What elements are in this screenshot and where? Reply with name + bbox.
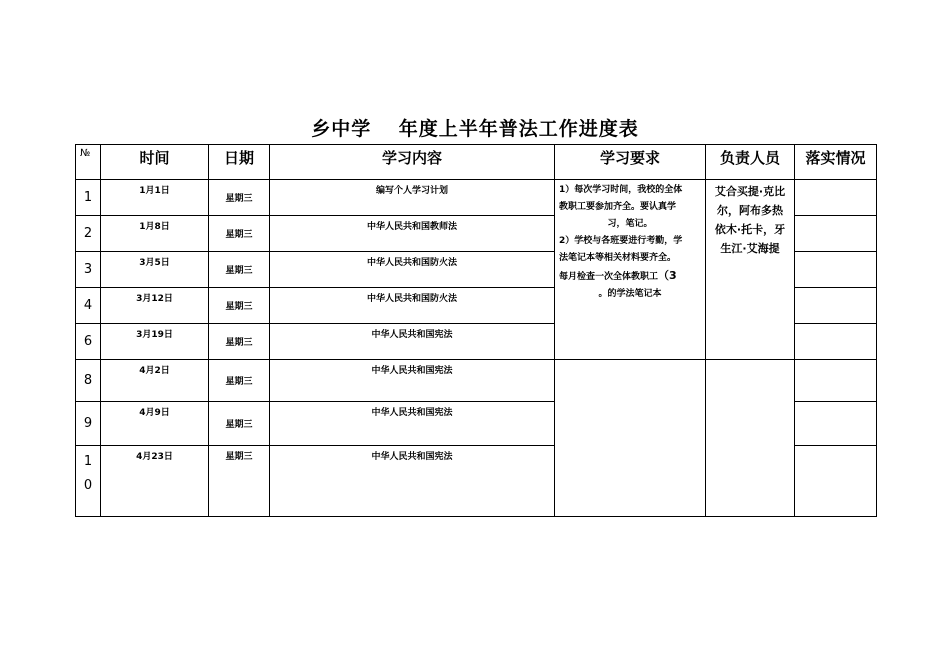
status-cell (795, 216, 877, 252)
header-time: 时间 (101, 145, 209, 180)
row-day: 星期三 (209, 180, 270, 216)
header-content: 学习内容 (270, 145, 555, 180)
row-number: 3 (76, 252, 101, 288)
status-cell (795, 180, 877, 216)
requirements-line: 。的学法笔记本 (598, 289, 662, 299)
row-day: 星期三 (209, 446, 270, 517)
responsible-line: 艾合买提·克比 (714, 185, 786, 198)
row-time: 3月12日 (101, 288, 209, 324)
row-time: 1月1日 (101, 180, 209, 216)
status-cell (795, 252, 877, 288)
requirements-text: 每月检查一次全体教职工 (559, 272, 659, 282)
requirements-text: （3 (658, 269, 677, 282)
row-number (76, 446, 101, 517)
row-day: 星期三 (209, 402, 270, 446)
requirements-line: 2）学校与各班要进行考勤，学 (559, 236, 683, 246)
row-time: 4月2日 (101, 360, 209, 402)
status-cell (795, 446, 877, 517)
row-number: 1 (76, 180, 101, 216)
requirements-cell-lower (555, 360, 706, 517)
row-time: 1月8日 (101, 216, 209, 252)
responsible-line: 依木·托卡，牙 (714, 223, 786, 236)
requirements-line (559, 267, 701, 286)
header-status: 落实情况 (795, 145, 877, 180)
row-number: 6 (76, 324, 101, 360)
header-row (76, 145, 877, 180)
row-number: 9 (76, 402, 101, 446)
row-content: 中华人民共和国防火法 (270, 252, 555, 288)
row-content: 中华人民共和国宪法 (270, 402, 555, 446)
row-time: 4月9日 (101, 402, 209, 446)
row-day: 星期三 (209, 216, 270, 252)
table-row (76, 360, 877, 402)
row-content: 编写个人学习计划 (270, 180, 555, 216)
row-content: 中华人民共和国教师法 (270, 216, 555, 252)
header-responsible: 负责人员 (706, 145, 795, 180)
row-number: 8 (76, 360, 101, 402)
row-number: 2 (76, 216, 101, 252)
row-day: 星期三 (209, 324, 270, 360)
row-number-part: 1 (83, 454, 93, 469)
row-number-part: 0 (83, 478, 93, 493)
schedule-table (75, 144, 877, 517)
requirements-line: 教职工要参加齐全。要认真学 (559, 202, 677, 212)
status-cell (795, 288, 877, 324)
header-requirements: 学习要求 (555, 145, 706, 180)
row-day: 星期三 (209, 360, 270, 402)
status-cell (795, 402, 877, 446)
responsible-cell (706, 180, 795, 360)
row-day: 星期三 (209, 288, 270, 324)
table-row (76, 180, 877, 216)
row-time: 3月19日 (101, 324, 209, 360)
row-time: 3月5日 (101, 252, 209, 288)
header-date: 日期 (209, 145, 270, 180)
responsible-cell-lower (706, 360, 795, 517)
header-number: № (76, 145, 101, 180)
row-content: 中华人民共和国宪法 (270, 446, 555, 517)
requirements-line: 法笔记本等相关材料要齐全。 (559, 253, 677, 263)
requirements-line: 习，笔记。 (607, 219, 653, 229)
document-title: 乡中学 年度上半年普法工作进度表 (311, 118, 639, 140)
status-cell (795, 360, 877, 402)
row-number: 4 (76, 288, 101, 324)
requirements-line: 1）每次学习时间，我校的全体 (559, 185, 683, 195)
row-time: 4月23日 (101, 446, 209, 517)
row-day: 星期三 (209, 252, 270, 288)
responsible-line: 尔，阿布多热 (717, 204, 783, 217)
status-cell (795, 324, 877, 360)
row-content: 中华人民共和国宪法 (270, 324, 555, 360)
row-content: 中华人民共和国宪法 (270, 360, 555, 402)
responsible-line: 生江·艾海提 (720, 242, 780, 255)
requirements-cell (555, 180, 706, 360)
row-content: 中华人民共和国防火法 (270, 288, 555, 324)
